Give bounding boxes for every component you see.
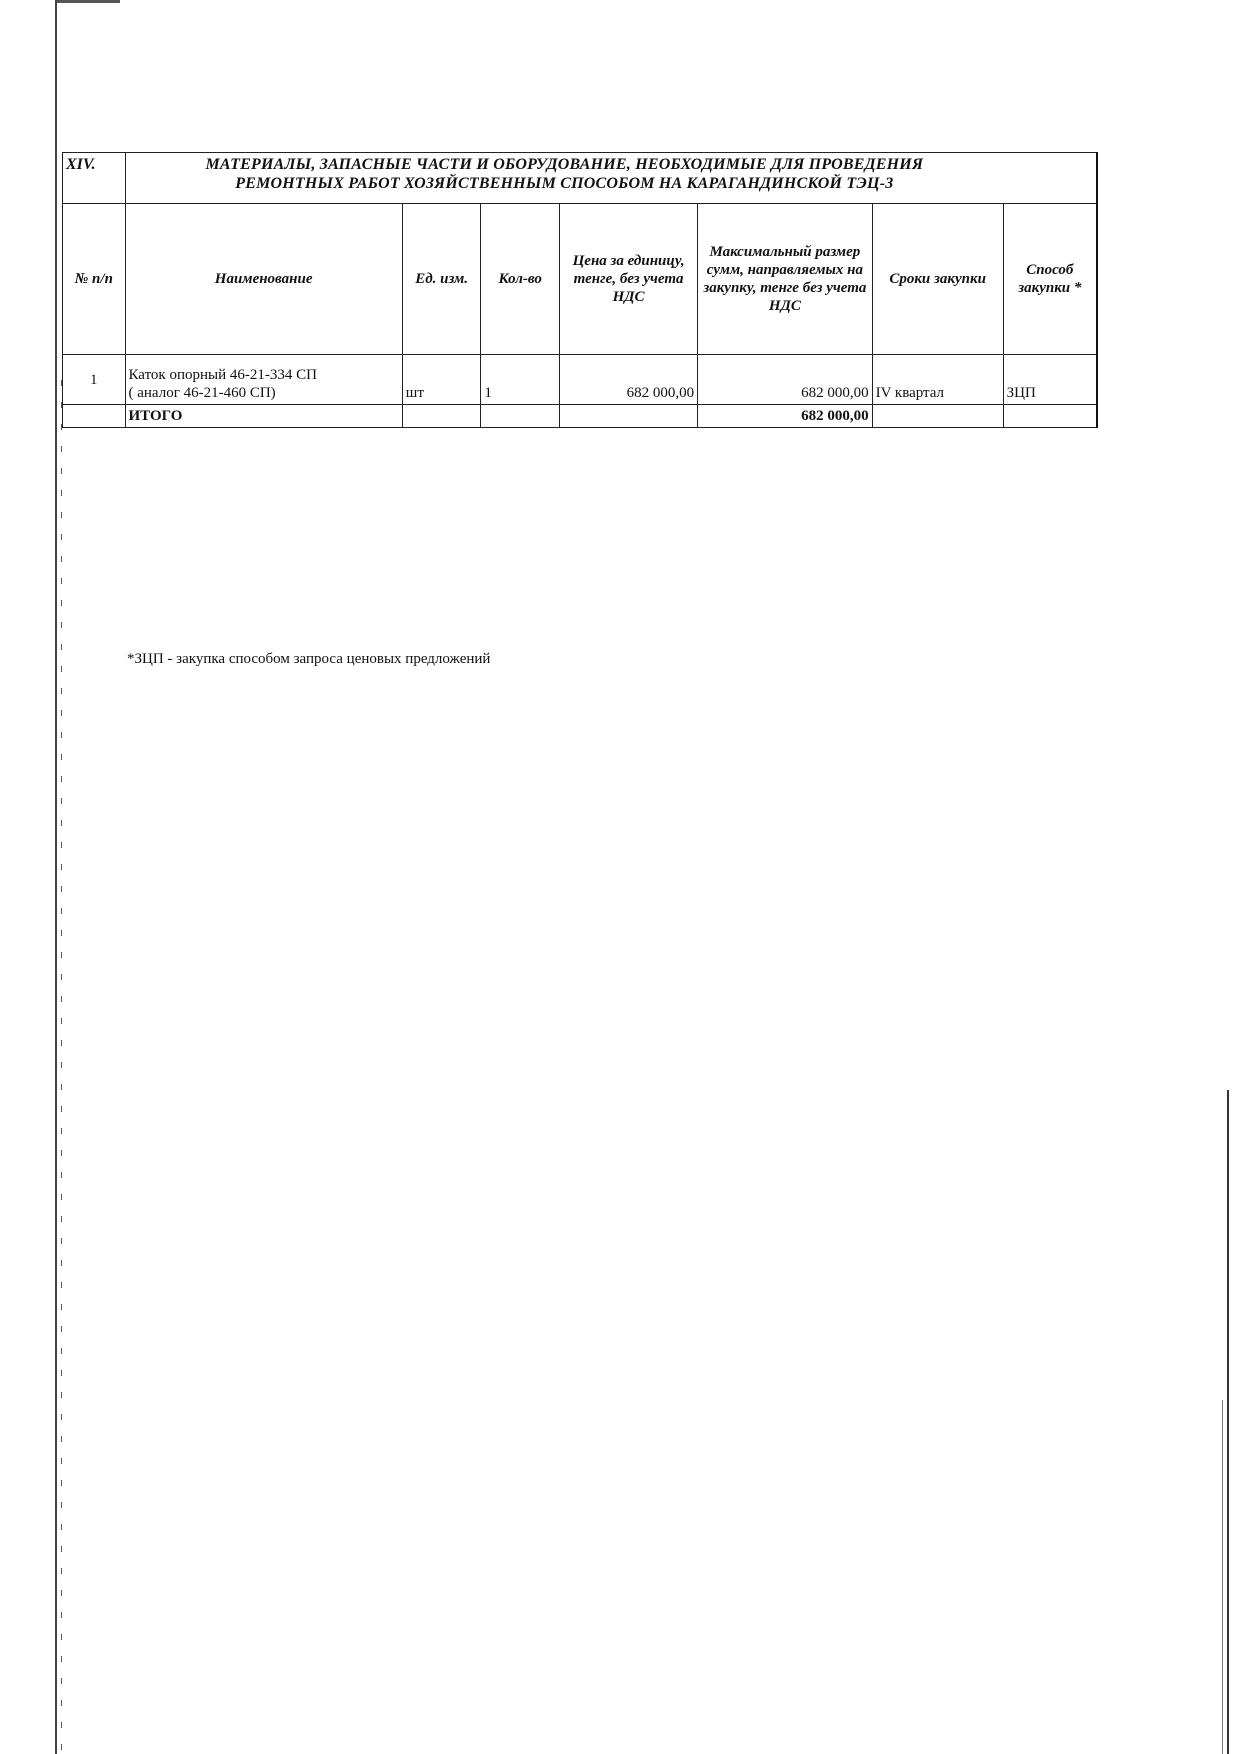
total-label: ИТОГО (125, 405, 402, 428)
row-qty: 1 (481, 355, 560, 405)
total-row (63, 405, 1098, 428)
total-blank-term (872, 405, 1003, 428)
section-number: XIV. (63, 153, 126, 204)
total-blank-method (1003, 405, 1097, 428)
row-name (125, 355, 402, 405)
row-price: 682 000,00 (560, 355, 698, 405)
scan-edge-right (1227, 1090, 1229, 1754)
section-title-row (63, 153, 1098, 204)
total-max-sum: 682 000,00 (698, 405, 872, 428)
section-title-line-1: МАТЕРИАЛЫ, ЗАПАСНЫЕ ЧАСТИ И ОБОРУДОВАНИЕ, НЕОБХОДИМЫЕ ДЛЯ ПРОВЕДЕНИЯ (205, 156, 924, 173)
scan-edge-right-inner (1222, 1400, 1223, 1754)
header-row (63, 204, 1098, 355)
header-term: Сроки закупки (872, 204, 1003, 355)
total-blank-num (63, 405, 126, 428)
row-name-line-1: Каток опорный 46-21-334 СП (128, 367, 317, 383)
row-method: ЗЦП (1003, 355, 1097, 405)
section-title-blank (1003, 153, 1097, 204)
table-row (63, 355, 1098, 405)
scan-edge-left (55, 0, 57, 1754)
row-term: IV квартал (872, 355, 1003, 405)
header-max-sum: Максимальный размер сумм, направляемых на закупку, тенге без учета НДС (698, 204, 872, 355)
header-qty: Кол-во (481, 204, 560, 355)
row-num: 1 (63, 355, 126, 405)
header-price: Цена за единицу, тенге, без учета НДС (560, 204, 698, 355)
header-num: № п/п (63, 204, 126, 355)
header-method: Способ закупки * (1003, 204, 1097, 355)
row-max-sum: 682 000,00 (698, 355, 872, 405)
section-title-line-2: РЕМОНТНЫХ РАБОТ ХОЗЯЙСТВЕННЫМ СПОСОБОМ НА КАРАГАНДИНСКОЙ ТЭЦ-3 (235, 175, 894, 193)
total-blank-qty (481, 405, 560, 428)
row-unit: шт (402, 355, 481, 405)
scan-edge-left-dashes (61, 380, 62, 1750)
section-title (125, 153, 1003, 204)
total-blank-unit (402, 405, 481, 428)
procurement-table (62, 152, 1098, 428)
scan-edge-top (55, 0, 120, 3)
footnote: *ЗЦП - закупка способом запроса ценовых предложений (127, 651, 491, 667)
row-name-line-2: ( аналог 46-21-460 СП) (128, 385, 276, 401)
header-unit: Ед. изм. (402, 204, 481, 355)
total-blank-price (560, 405, 698, 428)
header-name: Наименование (125, 204, 402, 355)
